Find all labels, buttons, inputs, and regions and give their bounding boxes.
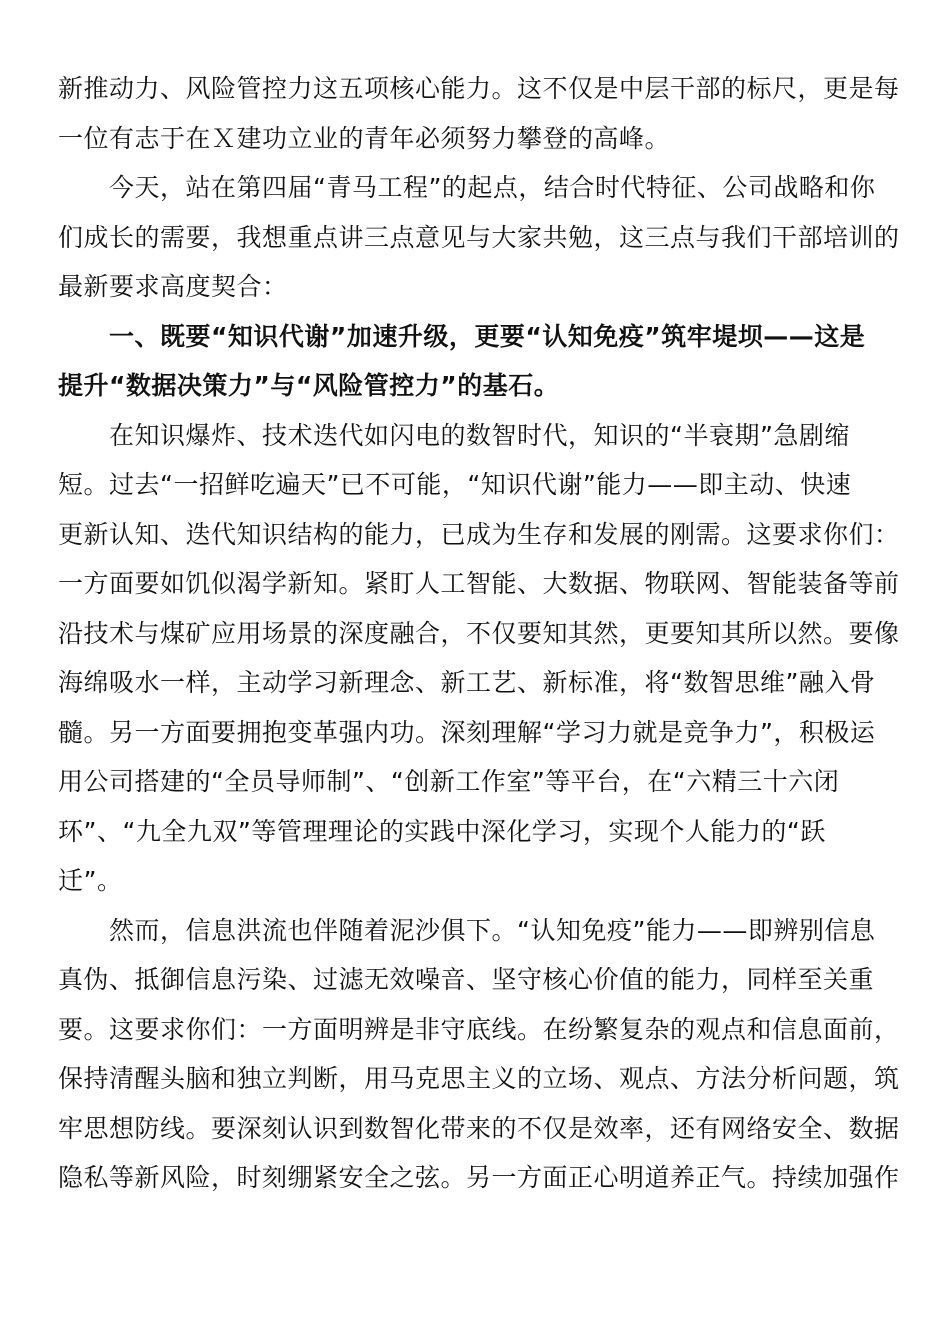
text-line: 海绵吸水一样，主动学习新理念、新工艺、新标准，将“数智思维”融入骨 (58, 668, 876, 697)
text-line: 更新认知、迭代知识结构的能力，已成为生存和发展的刚需。这要求你们： (58, 519, 900, 549)
text-line: 保持清醒头脑和独立判断，用马克思主义的立场、观点、方法分析问题，筑 (58, 1064, 900, 1093)
text-line: 一方面要如饥似渴学新知。紧盯人工智能、大数据、物联网、智能装备等前 (58, 569, 900, 598)
section-heading-line: 提升“数据决策力”与“风险管控力”的基石。 (58, 371, 560, 400)
text-line: 真伪、抵御信息污染、过滤无效噪音、坚守核心价值的能力，同样至关重 (58, 965, 875, 994)
text-line: 们成长的需要，我想重点讲三点意见与大家共勉，这三点与我们干部培训的 (58, 222, 900, 252)
text-line: 髓。另一方面要拥抱变革强内功。深刻理解“学习力就是竞争力”，积极运 (58, 717, 876, 747)
document-body (58, 64, 900, 1203)
text-line: 迁”。 (58, 866, 123, 895)
text-line: 沿技术与煤矿应用场景的深度融合，不仅要知其然，更要知其所以然。要像 (58, 618, 900, 648)
text-line: 环”、“九全九双”等管理理论的实践中深化学习，实现个人能力的“跃 (58, 816, 826, 846)
text-line: 要。这要求你们：一方面明辨是非守底线。在纷繁复杂的观点和信息面前， (58, 1014, 900, 1044)
text-line: 新推动力、风险管控力这五项核心能力。这不仅是中层干部的标尺，更是每 (58, 74, 900, 103)
text-line: 在知识爆炸、技术迭代如闪电的数智时代，知识的“半衰期”急剧缩 (58, 420, 850, 450)
text-line: 一位有志于在Ｘ建功立业的青年必须努力攀登的高峰。 (58, 123, 671, 153)
text-line: 牢思想防线。要深刻认识到数智化带来的不仅是效率，还有网络安全、数据 (58, 1113, 900, 1143)
text-line: 今天，站在第四届“青马工程”的起点，结合时代特征、公司战略和你 (58, 173, 876, 202)
text-line: 短。过去“一招鲜吃遍天”已不可能，“知识代谢”能力——即主动、快速 (58, 470, 852, 499)
text-line: 隐私等新风险，时刻绷紧安全之弦。另一方面正心明道养正气。持续加强作 (58, 1163, 900, 1192)
section-heading-line: 一、既要“知识代谢”加速升级，更要“认知免疫”筑牢堤坝——这是 (58, 321, 866, 351)
text-line: 最新要求高度契合： (58, 272, 288, 301)
text-line: 然而，信息洪流也伴随着泥沙俱下。“认知免疫”能力——即辨别信息 (58, 915, 876, 945)
text-line: 用公司搭建的“全员导师制”、“创新工作室”等平台，在“六精三十六闭 (58, 767, 840, 796)
